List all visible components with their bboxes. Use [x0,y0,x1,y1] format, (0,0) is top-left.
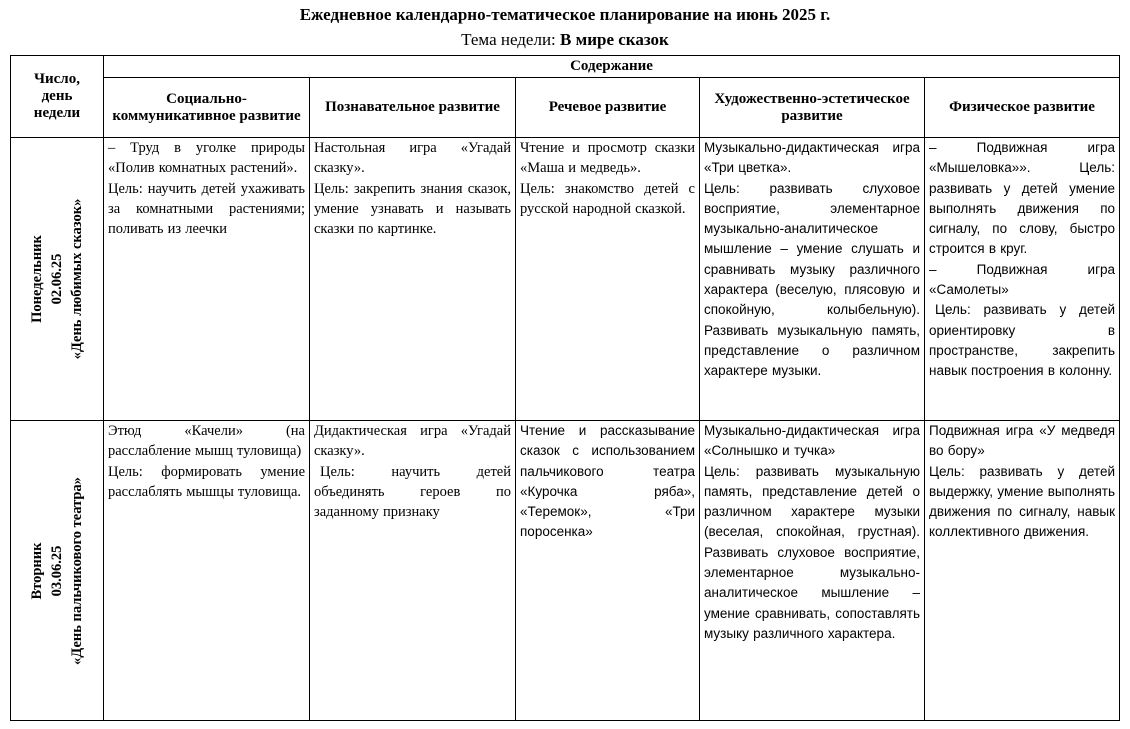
theme-value: В мире сказок [560,30,669,49]
activity: Подвижная игра «У медведя во бору» [929,423,1116,459]
day-label [27,477,87,665]
day-theme: «День любимых сказок» [69,198,85,360]
cell-speech [516,421,700,721]
day-header-line: день [41,88,73,104]
cell-cognitive [310,138,516,421]
date: 03.06.25 [49,545,65,596]
cell-speech [516,138,700,421]
goal: Цель: развивать у детей ориентировку в пространстве, закрепить навык построения в колонну. [929,302,1116,379]
day-theme: «День пальчикового театра» [69,476,85,665]
activity: – Подвижная игра «Мышеловка»». Цель: развивать у детей умение выполнять движения по сигналу, по слову, быстро строится в круг. [929,140,1116,257]
weekday: Вторник [29,542,45,599]
day-header-line: недели [33,105,81,121]
goal: Цель: формировать умение расслаблять мышцы туловища. [108,463,305,500]
day-cell [11,421,104,721]
activity: – Подвижная игра «Самолеты» [929,261,1116,298]
cell-art [700,421,925,721]
column-header-art: Художественно-эстетическое развитие [700,78,925,138]
activity: Музыкально-дидактическая игра «Три цветка». [704,140,920,176]
cell-physical [925,421,1120,721]
table-row-monday [11,138,1120,421]
activity: Музыкально-дидактическая игра «Солнышко и тучка» [704,423,920,459]
cell-social [104,138,310,421]
activity: – Труд в уголке природы «Полив комнатных растений». [108,140,305,177]
cell-art [700,138,925,421]
activity: Чтение и просмотр сказки «Маша и медведь». [520,140,695,177]
activity: Чтение и рассказывание сказок с использованием пальчикового театра «Курочка ряба», «Теремок», «Три поросенка» [520,423,695,540]
cell-social [104,421,310,721]
day-label [27,199,87,360]
column-header-social: Социально-коммуникативное развитие [104,78,310,138]
column-header-physical: Физическое развитие [925,78,1120,138]
goal: Цель: научить детей объединять героев по заданному признаку [314,463,511,521]
planning-table [10,55,1120,721]
goal: Цель: развивать у детей выдержку, умение выполнять движения по сигналу, навык коллективного движения. [929,463,1116,540]
goal: Цель: закрепить знания сказок, умение узнавать и называть сказки по картинке. [314,180,511,238]
cell-cognitive [310,421,516,721]
table-row-tuesday [11,421,1120,721]
column-header-cognitive: Познавательное развитие [310,78,516,138]
day-header-line: Число, [34,71,80,87]
goal: Цель: развивать музыкальную память, представление детей о различном характере музыки (веселая, спокойная, грустная). Развивать слуховое восприятие, элементарное музыкально-аналитическое мышление – умение сравнивать, сопоставлять музыку различного характера. [704,463,920,641]
weekday: Понедельник [29,235,45,323]
content-header: Содержание [104,56,1120,78]
day-column-header [11,56,104,138]
date: 02.06.25 [49,253,65,305]
document-title: Ежедневное календарно-тематическое планирование на июнь 2025 г. [299,5,831,24]
activity: Настольная игра «Угадай сказку». [314,140,511,177]
goal: Цель: научить детей ухаживать за комнатными растениями; поливать из леечки [108,180,305,238]
theme-label: Тема недели: [461,30,556,49]
week-theme [0,30,1130,50]
goal: Цель: развивать слуховое восприятие, элементарное музыкально-аналитическое мышление – умение слушать и сравнивать музыку различного характера (веселую, плясовую и спокойную, колыбельную). Развивать музыкальную память, представление о различном характере музыки. [704,180,920,379]
column-header-speech: Речевое развитие [516,78,700,138]
goal: Цель: знакомство детей с русской народной сказкой. [520,180,695,217]
cell-physical [925,138,1120,421]
day-cell [11,138,104,421]
activity: Этюд «Качели» (на расслабление мышц туловища) [108,423,305,460]
activity: Дидактическая игра «Угадай сказку». [314,423,511,460]
